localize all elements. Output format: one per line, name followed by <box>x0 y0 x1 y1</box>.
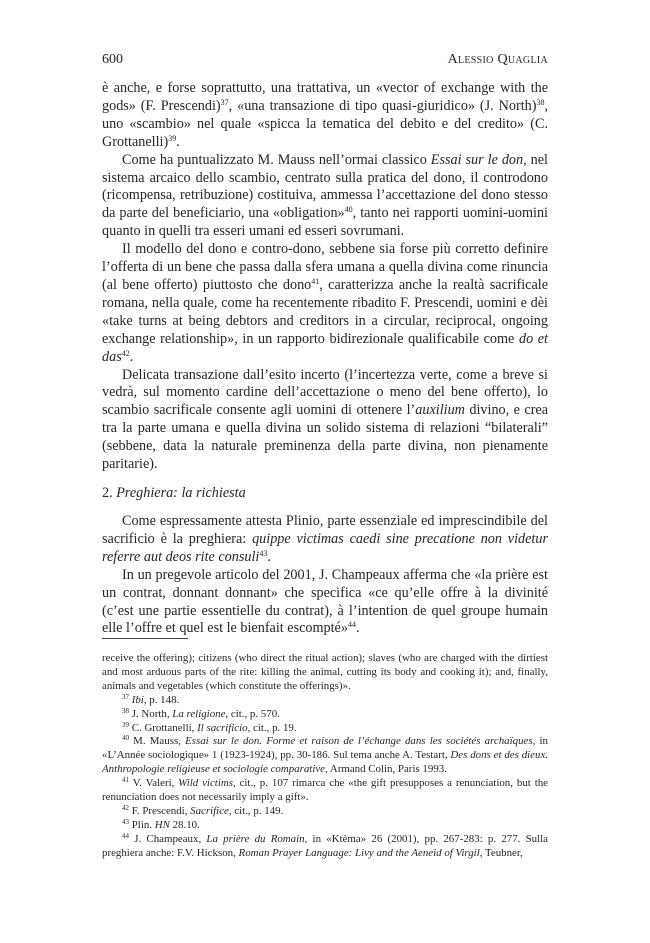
text-run: , cit., p. 570. <box>225 707 280 720</box>
italic-phrase: do et das <box>102 330 548 365</box>
text-run: 28.10. <box>169 818 200 831</box>
footnote-ref: 42 <box>121 348 130 358</box>
text-run: , p. 148. <box>143 693 180 706</box>
text-run: , Armand Colin, Paris 1993. <box>325 763 447 776</box>
text-run: , nel sistema arcaico dello scambio, centrato sulla pratica del dono, il controdono (ricompensa, retribuzione) costituiva, ammessa l’accettazione del dono stesso da parte del beneficiario, una «obligation» <box>102 151 548 222</box>
footnote <box>102 833 548 861</box>
footnote-separator <box>102 638 188 639</box>
text-run: , cit., p. 19. <box>247 721 297 734</box>
footnote-number: 43 <box>122 817 129 826</box>
text-run: è anche, e forse soprattutto, una trattativa, un «vector of exchange with the gods» (F. Prescendi) <box>102 80 548 114</box>
paragraph <box>102 567 548 639</box>
section-text <box>102 513 548 638</box>
text-run: Plin. <box>131 818 155 831</box>
text-run: M. Mauss, <box>133 735 186 748</box>
text-run: , caratterizza anche la realtà sacrificale romana, nella quale, come ha recentemente ribadito F. Prescendi, uomini e dèi «take turns at being debtors and creditors in a circular, reciprocal, ongoing exchange relationship», in un rapporto bidirezionale qualificabile come <box>102 276 549 347</box>
text-run: J. North, <box>131 707 173 720</box>
text-run: , tanto nei rapporti uomini-uomini quanto in quelli tra esseri umani ed esseri sovrumani. <box>102 205 548 240</box>
footnote <box>102 777 548 805</box>
paragraph <box>102 152 548 242</box>
text-run: J. Champeaux, <box>134 832 207 845</box>
footnote-number: 40 <box>122 734 129 743</box>
paragraph <box>102 367 548 474</box>
text-run: , uno «scambio» nel quale «spicca la tematica del debito e del credito» (C. Grottanelli) <box>102 97 549 150</box>
italic-title: Sacrifice <box>190 804 229 817</box>
text-run: In un pregevole articolo del 2001, J. Champeaux afferma che «la prière est un contrat, donnant donnant» che specifica «ce qu’elle offre à la divinité (c’est une partie essentielle du contrat), à l’intention de quel groupe humain elle l’offre et quel est le bienfait escompté» <box>102 566 548 637</box>
footnote-ref: 37 <box>220 97 229 107</box>
italic-title: Essai sur le don. Forme et raison de l’échange dans les sociétés archaïques <box>185 735 533 748</box>
text-run: , Teubner, <box>479 846 523 859</box>
footnotes <box>102 652 548 861</box>
footnote-number: 42 <box>122 803 129 812</box>
italic-title: La prière du Romain <box>206 832 305 845</box>
text-run: . <box>267 548 271 565</box>
footnote <box>102 735 548 777</box>
footnote-ref: 41 <box>311 276 320 286</box>
footnote-number: 39 <box>122 720 129 729</box>
footnote-number: 41 <box>122 776 129 785</box>
text-run: , in «Ktèma» 26 (2001), pp. 267-283: p. 277. Sulla preghiera anche: F.V. Hickson, <box>102 832 548 859</box>
main-text <box>102 80 548 474</box>
text-run: Come ha puntualizzato M. Mauss nell’ormai classico <box>122 151 431 168</box>
text-run: . <box>176 133 180 150</box>
footnote <box>102 722 548 736</box>
italic-phrase: auxilium <box>415 402 465 419</box>
section-title: Preghiera: la richiesta <box>116 485 246 501</box>
italic-title: Roman Prayer Language: Livy and the Aeneid of Virgil <box>238 846 480 859</box>
italic-title: Des dons et des dieux. Anthropologie religieuse et sociologie comparative <box>102 749 548 776</box>
footnote-ref: 40 <box>344 205 353 215</box>
text-run: C. Grottanelli, <box>131 721 198 734</box>
footnote-ref: 38 <box>536 97 545 107</box>
section-number: 2. <box>102 485 117 501</box>
footnote-ref: 44 <box>347 620 356 630</box>
footnote-ref: 43 <box>259 548 268 558</box>
footnote-number: 38 <box>122 706 129 715</box>
text-run: Come espressamente attesta Plinio, parte essenziale ed imprescindibile del sacrificio è la preghiera: <box>102 513 548 547</box>
italic-title: Wild victims <box>178 777 233 790</box>
footnote-number: 44 <box>122 831 129 840</box>
text-run: , cit., p. 107 rimarca che «the gift presupposes a renunciation, but the renunciation does not necessarily imply a gift». <box>102 777 548 804</box>
footnote <box>102 708 548 722</box>
footnote-number: 37 <box>122 692 129 701</box>
footnote <box>102 694 548 708</box>
footnote-continuation: receive the offering); citizens (who direct the ritual action); slaves (who are charged with the dirtiest and most arduous parts of the rite: killing the animal, cutting its body and cooking it); and, finally, animals and vegetables (which constitute the offerings)». <box>102 652 548 692</box>
paragraph <box>102 513 548 567</box>
text-run: V. Valeri, <box>132 777 179 790</box>
text-run: . <box>129 348 134 365</box>
running-header <box>102 52 548 72</box>
text-run: , in «L’Année sociologique» 1 (1923-1924), pp. 30-186. Sul tema anche A. Testart, <box>102 735 548 762</box>
footnote <box>102 805 548 819</box>
text-run: . <box>355 620 360 637</box>
italic-title: Essai sur le don <box>430 151 524 168</box>
text-run: , cit., p. 149. <box>228 804 284 817</box>
section-heading <box>102 485 246 502</box>
italic-title: Il sacrificio <box>197 721 248 734</box>
text-run: Il modello del dono e contro-dono, sebbene sia forse più corretto definire l’offerta di un bene che passa dalla sfera umana a quella divina come rinuncia (al bene offerto) piuttosto che dono <box>102 241 548 293</box>
text-run: Delicata transazione dall’esito incerto (l’incertezza verte, come a breve si vedrà, sul momento cardine dell’accettazione o meno del bene offerto), lo scambio sacrificale consente agli uomini di ottenere l’ <box>102 366 548 419</box>
latin-quote: quippe victimas caedi sine precatione non videtur referre aut deos rite consuli <box>102 530 548 565</box>
paragraph <box>102 241 548 366</box>
italic-title: Ibi <box>131 693 144 706</box>
text-run: F. Prescendi, <box>131 804 191 817</box>
paragraph <box>102 80 548 152</box>
italic-title: La religione <box>172 707 226 720</box>
text-run: , «una transazione di tipo quasi-giuridico» (J. North) <box>228 97 537 114</box>
running-head-author: Alessio Quaglia <box>447 52 548 67</box>
footnote-ref: 39 <box>168 133 177 143</box>
page-number: 600 <box>102 52 123 67</box>
footnote <box>102 819 548 833</box>
text-run: divino, e crea tra la parte umana e quella divina un solido sistema di relazioni “bilaterali” (sebbene, data la naturale preminenza della parte divina, non pienamente paritarie). <box>102 402 549 473</box>
italic-title: HN <box>154 818 170 831</box>
